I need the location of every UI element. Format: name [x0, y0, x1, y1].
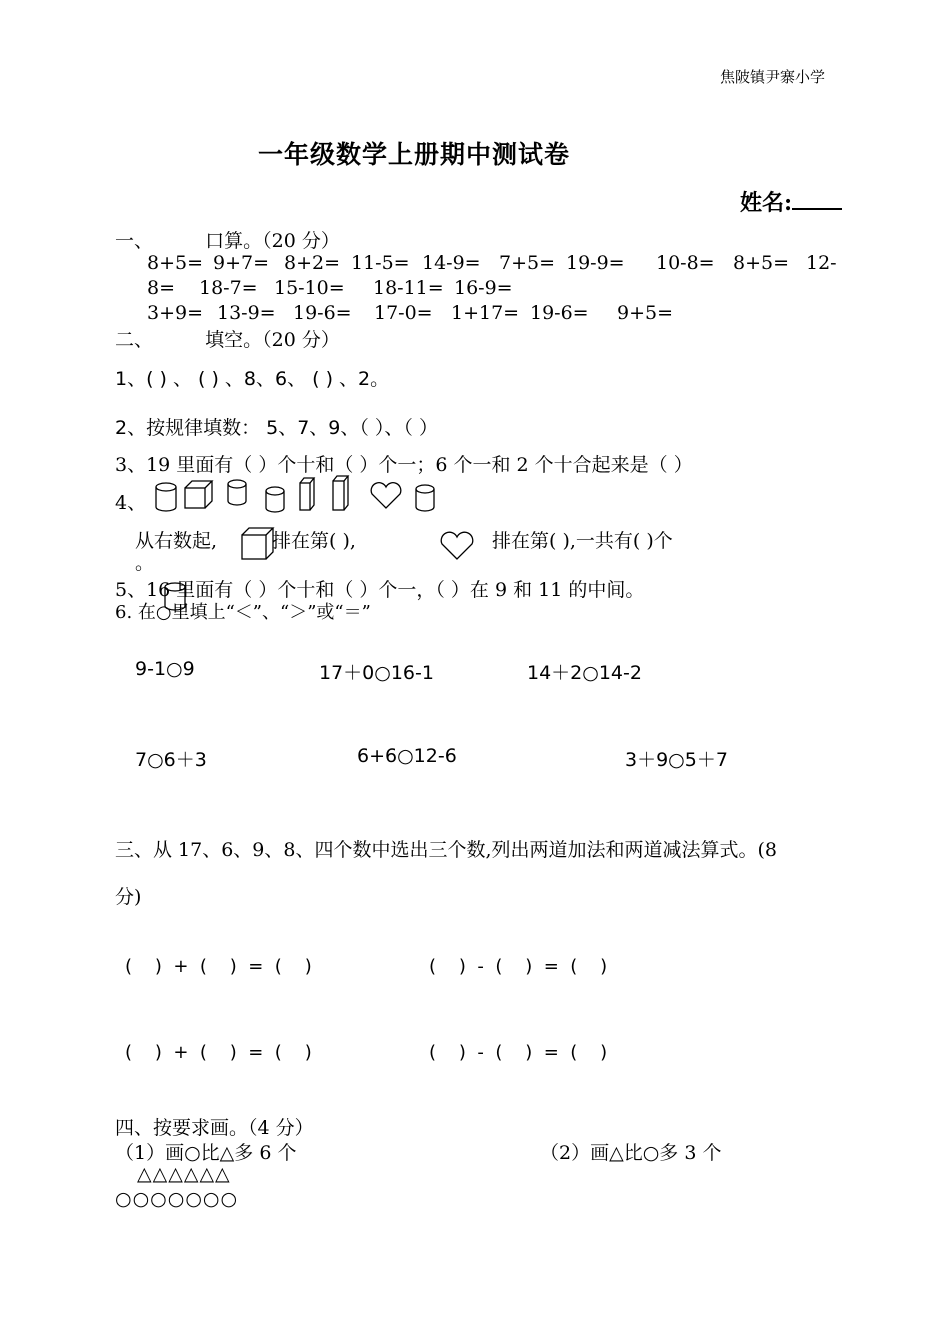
oral-calc-item: 8+5=	[147, 252, 204, 274]
fill-q5: 5、16 里面有（ ）个十和（ ）个一，（ ）在 9 和 11 的中间。	[115, 579, 645, 601]
section2-heading	[115, 325, 340, 352]
compare-item: 17＋0○16-1	[319, 662, 434, 684]
oral-calc-item: 12-	[806, 252, 837, 274]
cylinder-icon	[416, 485, 434, 511]
cube-icon	[185, 481, 212, 508]
heart-icon	[440, 532, 476, 562]
cube-icon	[240, 526, 276, 562]
oral-calc-item: 14-9=	[422, 252, 481, 274]
cylinder-icon	[228, 480, 246, 505]
fill-q4-dot: 。	[135, 552, 155, 574]
compare-item: 6+6○12-6	[357, 745, 457, 767]
section2-title: 填空。（20 分）	[205, 329, 340, 351]
oral-calc-item: 9+5=	[617, 302, 674, 324]
oral-calc-item: 3+9=	[147, 302, 204, 324]
subtraction-equation: ( ) - ( ) = ( )	[429, 1042, 608, 1063]
name-blank[interactable]	[792, 188, 842, 210]
oral-calc-item: 8+5=	[733, 252, 790, 274]
compare-item: 7○6＋3	[135, 749, 207, 771]
draw-part2-label: （2）画△比○多 3 个	[540, 1142, 722, 1164]
addition-equation: ( ) + ( ) = ( )	[125, 956, 312, 977]
fill-q4-number: 4、	[115, 492, 147, 514]
school-name: 焦陂镇尹寨小学	[720, 68, 826, 86]
oral-calc-item: 13-9=	[217, 302, 276, 324]
oral-calc-item: 9+7=	[213, 252, 270, 274]
name-label: 姓名:	[740, 190, 793, 216]
circle-row: ○○○○○○○	[115, 1188, 239, 1210]
subtraction-equation: ( ) - ( ) = ( )	[429, 956, 608, 977]
oral-calc-item: 19-6=	[530, 302, 589, 324]
section3-heading-line1: 三、从 17、6、9、8、四个数中选出三个数,列出两道加法和两道减法算式。(8	[115, 839, 778, 861]
fill-q2: 2、按规律填数： 5、7、9、（ ）、（ ）	[115, 417, 438, 439]
section2-number: 二、	[115, 329, 154, 351]
fill-q4-line-c: 排在第( ),一共有( )个	[492, 530, 673, 552]
section3-heading-line2: 分)	[115, 886, 142, 908]
oral-calc-item: 7+5=	[499, 252, 556, 274]
compare-item: 9-1○9	[135, 658, 195, 680]
oral-calc-item: 19-9=	[566, 252, 625, 274]
triangle-row: △△△△△△	[137, 1163, 231, 1185]
shapes-row	[150, 476, 450, 518]
heart-icon	[371, 483, 401, 508]
oral-calc-item: 17-0=	[374, 302, 433, 324]
section4-heading: 四、按要求画。（4 分）	[115, 1117, 314, 1139]
oral-calc-item: 1+17=	[451, 302, 520, 324]
draw-part1-label: （1）画○比△多 6 个	[115, 1142, 297, 1164]
oral-calc-item: 18-11=	[373, 277, 444, 299]
oral-calc-item: 11-5=	[351, 252, 410, 274]
fill-q4-line-b: 排在第( ),	[272, 530, 356, 552]
fill-q3: 3、19 里面有（ ）个十和（ ）个一；6 个一和 2 个十合起来是（ ）	[115, 454, 693, 476]
section1-title: 口算。（20 分）	[205, 230, 340, 252]
compare-item: 14＋2○14-2	[527, 662, 642, 684]
cylinder-icon	[266, 487, 284, 512]
section1-number: 一、	[115, 230, 154, 252]
cuboid-icon	[333, 476, 348, 510]
cuboid-icon	[300, 478, 314, 510]
fill-q6: 6. 在○里填上“＜”、“＞”或“＝”	[115, 602, 371, 623]
oral-calc-item: 8+2=	[284, 252, 341, 274]
name-field[interactable]	[740, 186, 842, 217]
fill-q4-line-a: 从右数起,	[135, 530, 218, 552]
oral-calc-item: 19-6=	[293, 302, 352, 324]
page-title: 一年级数学上册期中测试卷	[258, 140, 571, 169]
section1-heading	[115, 226, 340, 253]
fill-q1: 1、( ) 、 ( ) 、8、6、 ( ) 、2。	[115, 368, 390, 390]
compare-item: 3＋9○5＋7	[625, 749, 728, 771]
oral-calc-item: 8=	[147, 277, 176, 299]
oral-calc-item: 10-8=	[656, 252, 715, 274]
cylinder-icon	[156, 483, 176, 511]
oral-calc-item: 18-7=	[199, 277, 258, 299]
addition-equation: ( ) + ( ) = ( )	[125, 1042, 312, 1063]
oral-calc-item: 16-9=	[454, 277, 513, 299]
oral-calc-item: 15-10=	[274, 277, 345, 299]
